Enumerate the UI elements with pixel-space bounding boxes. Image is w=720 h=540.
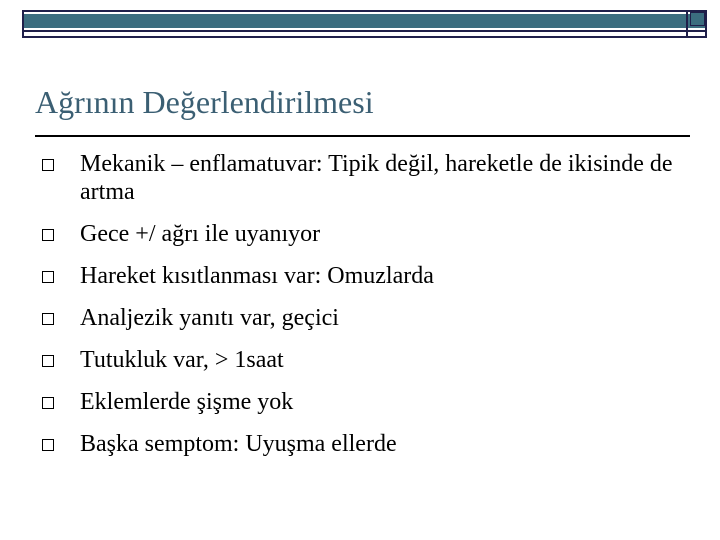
hollow-square-bullet-icon — [42, 355, 54, 367]
hollow-square-bullet-icon — [42, 397, 54, 409]
bullet-item — [42, 262, 682, 290]
slide-title: Ağrının Değerlendirilmesi — [35, 84, 374, 120]
bullet-text: Gece +/ ağrı ile uyanıyor — [80, 221, 321, 247]
header-rule — [24, 30, 705, 32]
corner-square-icon — [690, 12, 705, 26]
header-decoration-bar — [22, 10, 707, 38]
hollow-square-bullet-icon — [42, 229, 54, 241]
bullet-item — [42, 388, 682, 416]
bullet-text: Analjezik yanıtı var, geçici — [80, 305, 339, 331]
bullet-item — [42, 304, 682, 332]
bullet-text: Başka semptom: Uyuşma ellerde — [80, 431, 397, 457]
bullet-text: Eklemlerde şişme yok — [80, 389, 294, 415]
bullet-item — [42, 430, 682, 458]
bullet-text: Mekanik – enflamatuvar: Tipik değil, hareketle de ikisinde de artma — [80, 151, 673, 205]
bullet-text: Hareket kısıtlanması var: Omuzlarda — [80, 263, 434, 289]
hollow-square-bullet-icon — [42, 313, 54, 325]
bullet-text: Tutukluk var, > 1saat — [80, 347, 284, 373]
hollow-square-bullet-icon — [42, 271, 54, 283]
bullet-item — [42, 220, 682, 248]
header-accent-stripe — [24, 14, 705, 28]
bullet-item — [42, 346, 682, 374]
bullet-item — [42, 150, 682, 206]
title-underline — [35, 135, 690, 137]
bullet-list — [42, 150, 682, 472]
hollow-square-bullet-icon — [42, 159, 54, 171]
hollow-square-bullet-icon — [42, 439, 54, 451]
header-corner-square — [686, 10, 707, 38]
